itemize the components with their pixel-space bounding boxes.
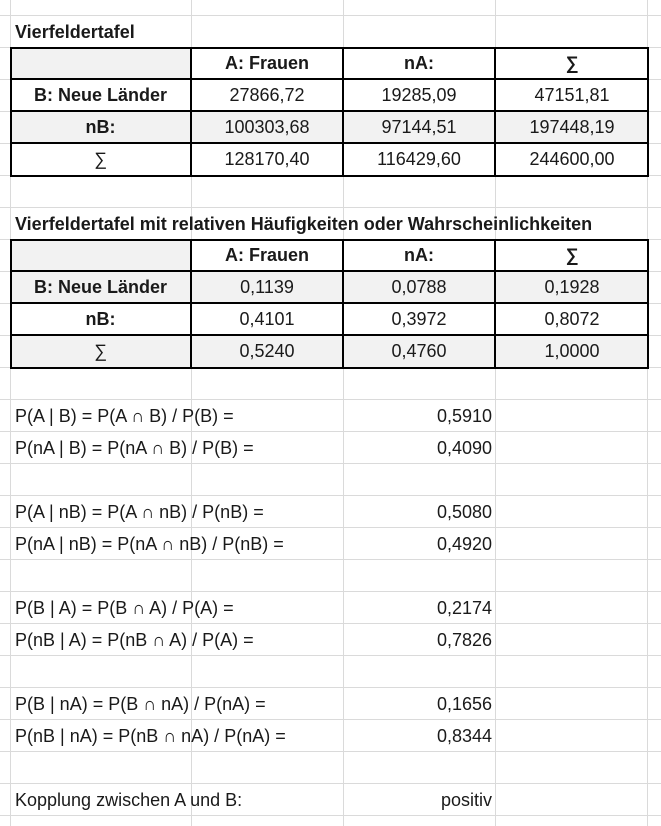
table2-row-label-sum[interactable]: ∑ [10,335,191,367]
table-border [190,47,192,177]
table-border [10,302,649,304]
formula-label[interactable]: P(nA | nB) = P(nA ∩ nB) / P(nB) = [15,534,284,554]
table2-row-label-nb[interactable]: nB: [85,309,116,329]
table-border [10,78,649,80]
table2 [10,239,649,369]
table2-cell[interactable]: 0,1139 [191,271,343,303]
coupling-label[interactable]: Kopplung zwischen A und B: [15,790,243,810]
table1-header-na[interactable]: nA: [404,53,434,73]
table2-header-sum[interactable]: ∑ [565,245,579,265]
table1-cell[interactable]: 19285,09 [381,85,457,105]
formula-value[interactable]: 0,8344 [436,726,492,746]
table2-cell[interactable]: 0,5240 [191,335,343,367]
table1-cell[interactable]: 116429,60 [377,149,461,169]
table1-cell[interactable]: 47151,81 [534,85,610,105]
table1-cell[interactable]: 197448,19 [495,111,649,143]
table2-header-corner[interactable] [10,239,191,271]
table2-cell[interactable]: 0,3972 [391,309,447,329]
table2-cell[interactable]: 0,1928 [495,271,649,303]
formula-value[interactable]: 0,5910 [436,406,492,426]
formula-value[interactable]: 0,1656 [436,694,492,714]
table-border [10,334,649,336]
table1-cell[interactable]: 97144,51 [343,111,495,143]
table-border [342,239,344,369]
formula-value[interactable]: 0,7826 [436,630,492,650]
table2-cell[interactable]: 1,0000 [495,335,649,367]
table1-cell[interactable]: 244600,00 [529,149,615,169]
formula-label[interactable]: P(B | nA) = P(B ∩ nA) / P(nA) = [15,694,266,714]
table-border [494,47,496,177]
table-border [10,270,649,272]
table2-header-a-frauen[interactable]: A: Frauen [224,245,309,265]
table2-cell[interactable]: 0,0788 [343,271,495,303]
formula-label[interactable]: P(B | A) = P(B ∩ A) / P(A) = [15,598,234,618]
table1-header-a-frauen[interactable]: A: Frauen [224,53,309,73]
table1-row-label-nb[interactable]: nB: [10,111,191,143]
formula-label[interactable]: P(nB | nA) = P(nB ∩ nA) / P(nA) = [15,726,286,746]
coupling-value[interactable]: positiv [440,790,492,810]
table1 [10,47,649,177]
table1-row-label-b[interactable]: B: Neue Länder [33,85,168,105]
table2-cell[interactable]: 0,4101 [239,309,295,329]
table1-cell[interactable]: 27866,72 [229,85,305,105]
formula-label[interactable]: P(A | nB) = P(A ∩ nB) / P(nB) = [15,502,264,522]
table-border [10,110,649,112]
table2-cell[interactable]: 0,4760 [343,335,495,367]
table1-cell[interactable]: 100303,68 [191,111,343,143]
formula-value[interactable]: 0,4920 [436,534,492,554]
table-border [494,239,496,369]
table1-header-sum[interactable]: ∑ [565,53,579,73]
formula-value[interactable]: 0,2174 [436,598,492,618]
table1-row-label-sum[interactable]: ∑ [94,149,107,169]
table1-cell[interactable]: 128170,40 [224,149,310,169]
formula-label[interactable]: P(nB | A) = P(nB ∩ A) / P(A) = [15,630,254,650]
formula-label[interactable]: P(nA | B) = P(nA ∩ B) / P(B) = [15,438,254,458]
table2-row-label-b[interactable]: B: Neue Länder [10,271,191,303]
table-border [342,47,344,177]
table2-title[interactable]: Vierfeldertafel mit relativen Häufigkeiten oder Wahrscheinlichkeiten [15,214,593,234]
formula-label[interactable]: P(A | B) = P(A ∩ B) / P(B) = [15,406,234,426]
table2-cell[interactable]: 0,8072 [544,309,600,329]
table-border [190,239,192,369]
table2-header-na[interactable]: nA: [404,245,434,265]
table-border [10,142,649,144]
table1-title[interactable]: Vierfeldertafel [15,22,135,42]
formula-value[interactable]: 0,4090 [436,438,492,458]
table1-header-corner[interactable] [10,47,191,79]
formula-value[interactable]: 0,5080 [436,502,492,522]
